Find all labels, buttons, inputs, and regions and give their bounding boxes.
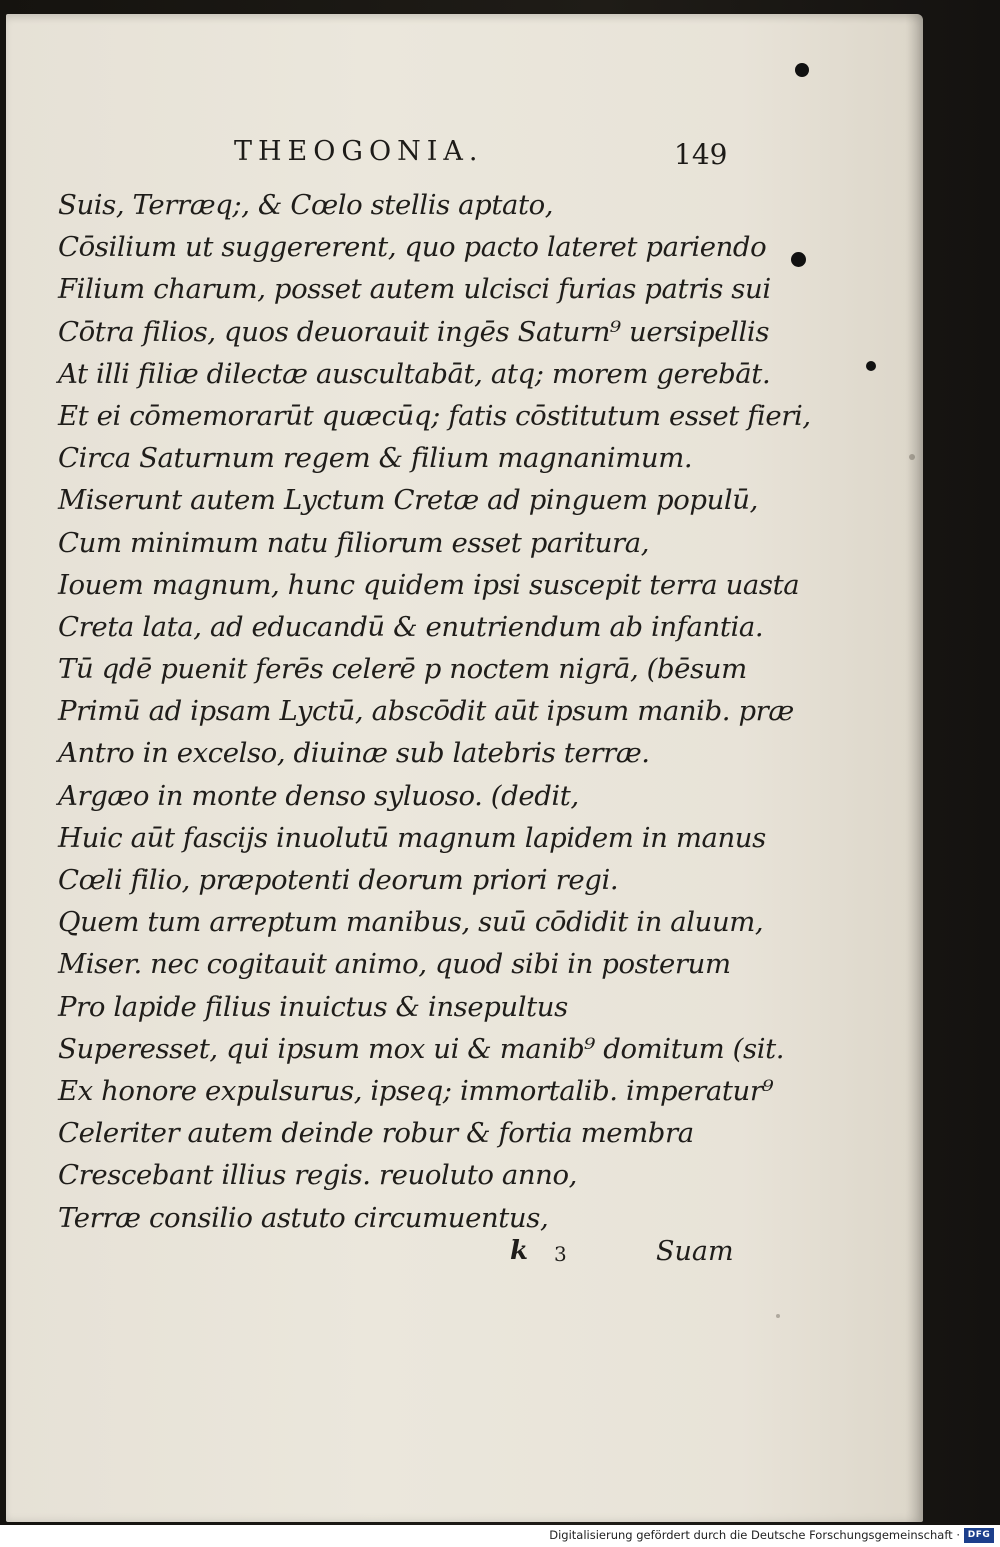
verse-line: Huic aūt fascijs inuolutū magnum lapidem in manus	[58, 821, 766, 854]
verse-line: Creta lata, ad educandū & enutriendum ab infantia.	[58, 610, 764, 643]
verse-line: Miserunt autem Lyctum Cretæ ad pinguem populū,	[58, 484, 758, 517]
catchword: Suam	[656, 1236, 734, 1267]
page-number: 149	[674, 138, 728, 171]
verse-line: Crescebant illius regis. reuoluto anno,	[58, 1159, 577, 1192]
verse-line: Celeriter autem deinde robur & fortia membra	[58, 1117, 694, 1150]
verse-line: Iouem magnum, hunc quidem ipsi suscepit terra uasta	[58, 568, 800, 601]
running-head: THEOGONIA.	[234, 136, 484, 167]
verse-line: Superesset, qui ipsum mox ui & manib⁹ domitum (sit.	[58, 1032, 785, 1065]
book-page	[6, 14, 923, 1522]
verse-line: Primū ad ipsam Lyctū, abscōdit aūt ipsum manib. præ	[58, 695, 794, 728]
verse-line: Circa Saturnum regem & filium magnanimum.	[58, 442, 693, 475]
verse-line: Ex honore expulsurus, ipseq; immortalib. imperatur⁹	[58, 1074, 774, 1107]
paper-speck	[776, 1314, 780, 1318]
paper-speck	[909, 454, 915, 460]
verse-line: Cœli filio, præpotenti deorum priori regi.	[58, 864, 619, 896]
verse-line: Cōsilium ut suggererent, quo pacto lateret pariendo	[58, 231, 767, 264]
dfg-logo: DFG	[964, 1528, 994, 1543]
verse-line: Pro lapide filius inuictus & insepultus	[58, 990, 568, 1023]
verse-line: Miser. nec cogitauit animo, quod sibi in posterum	[58, 948, 731, 981]
verse-line: Et ei cōmemorarūt quæcūq; fatis cōstitutum esset fieri,	[58, 399, 811, 432]
verse-line: Antro in excelso, diuinæ sub latebris terræ.	[58, 737, 650, 770]
verse-line: Suis, Terræq;, & Cœlo stellis aptato,	[58, 189, 554, 221]
binding-hole	[866, 361, 876, 371]
binding-hole	[795, 63, 809, 77]
verse-line: Cum minimum natu filiorum esset paritura,	[58, 526, 650, 559]
signature-catchword-line	[506, 1236, 736, 1276]
verse-line: Argæo in monte denso syluoso. (dedit,	[58, 779, 579, 812]
verse-line: Tū qdē puenit ferēs celerē p noctem nigrā, (bēsum	[58, 653, 747, 686]
verse-line: Cōtra filios, quos deuorauit ingēs Saturn⁹ uersipellis	[58, 315, 770, 348]
verse-line: At illi filiæ dilectæ auscultabāt, atq; morem gerebāt.	[58, 357, 771, 390]
verse-line: Terræ consilio astuto circumuentus,	[58, 1201, 549, 1234]
binding-hole	[791, 252, 806, 267]
signature-mark: k	[510, 1236, 529, 1266]
credit-bar	[0, 1525, 1000, 1547]
signature-number: 3	[554, 1242, 567, 1266]
verse-line: Quem tum arreptum manibus, suū cōdidit in aluum,	[58, 906, 764, 939]
verse-text	[58, 184, 811, 1239]
verse-line: Filium charum, posset autem ulcisci furias patris sui	[58, 273, 771, 306]
funding-credit: Digitalisierung gefördert durch die Deutsche Forschungsgemeinschaft ·	[549, 1528, 960, 1542]
